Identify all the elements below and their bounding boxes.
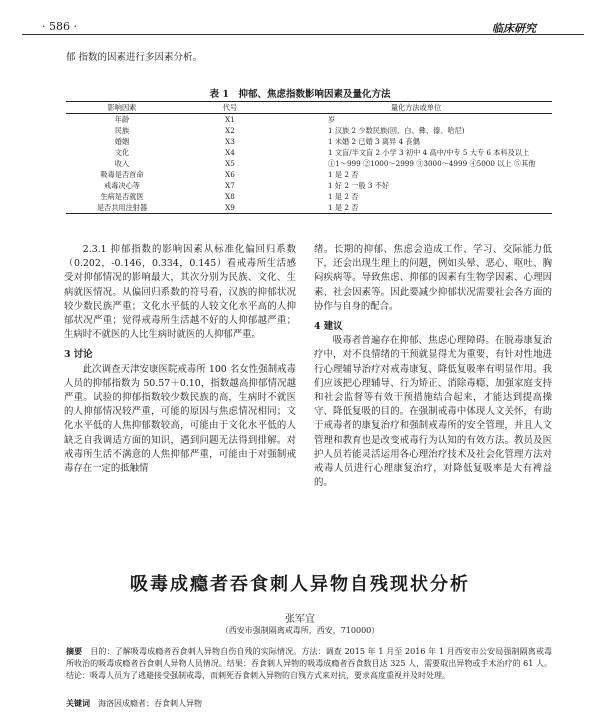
table-cell: 1 好 2 一般 3 不好 — [328, 181, 390, 190]
table-cell: X7 — [225, 181, 235, 190]
column-header: 影响因素 — [107, 103, 137, 112]
table-cell: 是否共用注射器 — [96, 203, 148, 212]
abstract-text: 目的：了解吸毒成瘾者吞食刺人异物自伤自残的实际情况。方法：调查 2015 年 1 月至 2016 年 1 月西安市公安局强制隔离戒毒所收治的吸毒成瘾者吞食刺人异物人员情况。结果：吞食刺人异物的吸毒成瘾者吞食数目达 325 人，需要取出异物或手术治疗的 61 人。结论：吸毒人员为了逃避接受强制戒毒，而刺死吞食刺入异物的自残方式来对抗，要求高度重视并及时处理。 — [66, 647, 553, 680]
article-title: 吸毒成瘾者吞食刺人异物自残现状分析 — [130, 574, 470, 595]
table-row — [66, 114, 552, 126]
table-header-row — [66, 102, 552, 114]
table-cell: 1 文盲/半文盲 2 小学 3 初中 4 高中/中专 5 大专 6 本科及以上 — [328, 148, 530, 157]
page-number: · 586 · — [42, 20, 77, 33]
table-cell: 1 是 2 否 — [328, 192, 359, 201]
column-header: 量化方法或单位 — [390, 103, 442, 112]
section-4-heading: 4 建议 — [314, 321, 343, 333]
table-cell: X3 — [225, 137, 235, 146]
table-row — [66, 191, 552, 202]
left-column — [64, 243, 296, 476]
table-cell: 1 未婚 2 已婚 3 离异 4 丧偶 — [328, 137, 420, 146]
table-row — [66, 147, 552, 158]
table-row — [66, 136, 552, 147]
author-affiliation: （西安市强制隔离戒毒所，西安，710000） — [220, 626, 380, 635]
table-cell: 戒毒决心等 — [104, 181, 140, 190]
paragraph-discussion: 此次调查天津安康医院戒毒所 100 名女性强制戒毒人员的抑郁指数为 50.57＋0.10，指数越高抑郁情况越严重。试验的抑郁指数较少数民族的高，生病时不就医的人抑郁情况较严重，可能的原因与焦虑情况相同；文化水平低的人焦抑郁数较高，可能由于文化水平低的人缺乏自我调适方面的知识，遇到问题无法得到排解。对戒毒所生活不满意的人焦抑郁严重，可能由于对强制戒毒存在一定的抵触情 — [64, 363, 296, 475]
table-cell: X6 — [225, 170, 235, 179]
right-column — [314, 243, 552, 490]
paragraph-discussion-cont: 绪。长期的抑郁、焦虑会造成工作、学习、交际能力低下，还会出现生理上的问题，例如头晕、恶心、呕吐、胸闷疾病等。导致焦虑、抑郁的因素有生物学因素、心理因素、社会因素等。因此要减少抑郁状况需要社会各方面的协作与自身的配合。 — [314, 244, 552, 312]
table-caption: 表 1 抑郁、焦虑指数影响因素及量化方法 — [209, 89, 391, 100]
keywords-label: 关键词 — [66, 698, 90, 708]
table-cell: 文化 — [114, 148, 130, 157]
table-cell: ①1～999 ②1000～2999 ③3000～4999 ④5000 以上 ⑤其他 — [328, 159, 536, 168]
table-cell: 生病是否就医 — [100, 192, 144, 201]
table-cell: X5 — [225, 159, 235, 168]
table-cell: 1 是 2 否 — [328, 170, 359, 179]
table-cell: 1 汉族 2 少数民族(回、白、彝、傣、哈尼) — [328, 126, 465, 135]
table-cell: X1 — [225, 115, 235, 124]
page-header — [22, 8, 584, 35]
section-3-heading: 3 讨论 — [64, 349, 93, 361]
table-cell: X4 — [225, 148, 235, 157]
keywords — [66, 697, 552, 710]
table-cell: 婚姻 — [114, 137, 130, 146]
table-cell: 民族 — [114, 126, 130, 135]
table-row — [66, 180, 552, 191]
factors-table — [66, 101, 552, 214]
paragraph-2-3-1: 2.3.1 抑郁指数的影响因素从标准化偏回归系数（0.202，-0.146，0.334，0.145）看戒毒所生活感受对抑郁情况的影响最大，其次分别为民族、文化、生病就医情况。从偏回归系数的符号看，汉族的抑郁状况较少数民族严重；文化水平低的人较文化水平高的人抑郁状况严重；觉得戒毒所生活越不好的人抑郁越严重；生病时不就医的人比生病时就医的人抑郁严重。 — [64, 244, 296, 341]
table-cell: 岁 — [328, 115, 336, 124]
abstract — [66, 645, 552, 682]
table-cell: X2 — [225, 126, 235, 135]
author-name: 张军宜 — [285, 614, 315, 625]
header-rule — [22, 34, 584, 35]
table-row — [66, 169, 552, 180]
paragraph-suggestions: 吸毒者普遍存在抑郁、焦虑心理障碍。在脱毒康复治疗中，对不良情绪的干预就显得尤为重要，有针对性地进行心理辅导治疗对戒毒康复、降低复吸率有明显作用。我们应该把心理辅导、行为矫正、消除毒瘾、加强家庭支持和社会监督等有效干预措施结合起来，才能达到提高操守、降低复吸的目的。在强制戒毒中体现人文关怀，有助于戒毒者的康复治疗和强制戒毒所的安全管理，并且人文管理和教育也是改变戒毒行为认知的有效方法。教员及医护人员若能灵活运用各心理治疗技术及社会化管理方法对戒毒人员进行心理康复治疗，对降低复吸率是大有裨益的。 — [314, 335, 552, 489]
table-row — [66, 202, 552, 214]
column-header: 代号 — [222, 103, 238, 112]
table-cell: 收入 — [114, 159, 130, 168]
abstract-label: 摘要 — [66, 646, 83, 656]
table-cell: 吸毒是否首命 — [100, 170, 144, 179]
table-row — [66, 158, 552, 169]
table-row — [66, 125, 552, 136]
table-cell: X8 — [225, 192, 235, 201]
table-cell: 年龄 — [114, 115, 130, 124]
keywords-text: 海洛因成瘾者；吞食刺人异物 — [98, 699, 202, 708]
lead-text: 郁 指数的因素进行多因素分析。 — [66, 52, 203, 63]
table-cell: 1 是 2 否 — [328, 203, 359, 212]
table-cell: X9 — [225, 203, 235, 212]
journal-section-title: 临床研究 — [492, 22, 536, 35]
